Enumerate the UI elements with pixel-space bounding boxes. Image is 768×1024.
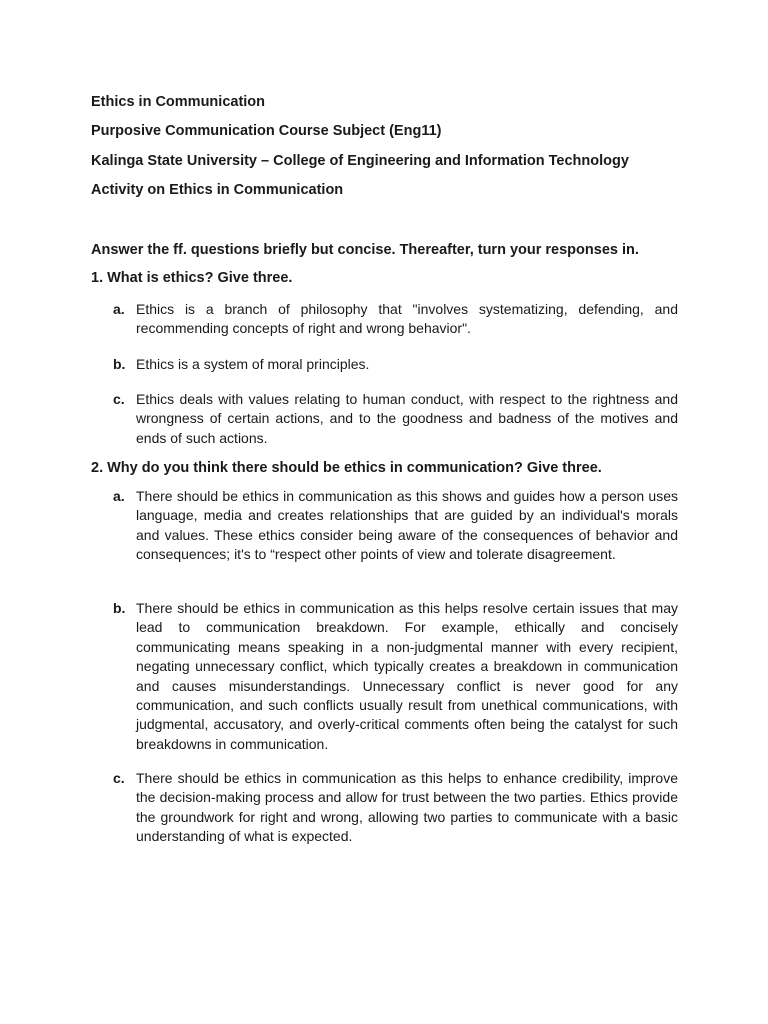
question-1-heading: 1. What is ethics? Give three. bbox=[91, 270, 293, 286]
question-2-answer-b bbox=[113, 599, 678, 754]
question-2-heading: 2. Why do you think there should be ethics in communication? Give three. bbox=[91, 460, 602, 476]
header-line-3: Kalinga State University – College of Engineering and Information Technology bbox=[91, 153, 629, 169]
header-line-1: Ethics in Communication bbox=[91, 94, 266, 110]
question-1-answer-a bbox=[113, 300, 678, 339]
answer-text: There should be ethics in communication as this shows and guides how a person uses language, media and creates relationships that are guided by an individual's morals and values. These ethics consider being aware of the consequences of behavior and consequences; it's to “respect other points of view and tolerate disagreement. bbox=[136, 488, 678, 563]
answer-marker: b. bbox=[113, 600, 126, 616]
answer-marker: a. bbox=[113, 301, 125, 317]
answer-marker: a. bbox=[113, 488, 125, 504]
header-line-4: Activity on Ethics in Communication bbox=[91, 182, 344, 198]
question-2-answer-c bbox=[113, 769, 678, 847]
answer-text: Ethics is a branch of philosophy that "involves systematizing, defending, and recommending concepts of right and wrong behavior". bbox=[136, 301, 678, 337]
header-line-2: Purposive Communication Course Subject (Eng11) bbox=[91, 123, 442, 139]
question-2-answer-a bbox=[113, 487, 678, 565]
question-1-answer-b bbox=[113, 355, 678, 374]
answer-text: There should be ethics in communication as this helps resolve certain issues that may lead to communication breakdown. For example, ethically and concisely communicating means speaking in a non-judgmental manner with every recipient, negating unnecessary conflict, which typically creates a breakdown in communication and causes misunderstandings. Unnecessary conflict is never good for any communication, and such conflicts usually result from unethical communications, with judgmental, accusatory, and overly-critical comments often being the catalyst for such breakdowns in communication. bbox=[136, 600, 678, 752]
answer-marker: c. bbox=[113, 770, 125, 786]
instructions: Answer the ff. questions briefly but concise. Thereafter, turn your responses in. bbox=[91, 242, 639, 258]
answer-text: Ethics is a system of moral principles. bbox=[136, 356, 370, 372]
answer-marker: b. bbox=[113, 356, 126, 372]
answer-text: There should be ethics in communication as this helps to enhance credibility, improve the decision-making process and allow for trust between the two parties. Ethics provide the groundwork for right and wrong, allowing two parties to communicate with a basic understanding of what is expected. bbox=[136, 770, 678, 845]
answer-text: Ethics deals with values relating to human conduct, with respect to the rightness and wrongness of certain actions, and to the goodness and badness of the motives and ends of such actions. bbox=[136, 391, 678, 446]
answer-marker: c. bbox=[113, 391, 125, 407]
question-1-answer-c bbox=[113, 390, 678, 448]
